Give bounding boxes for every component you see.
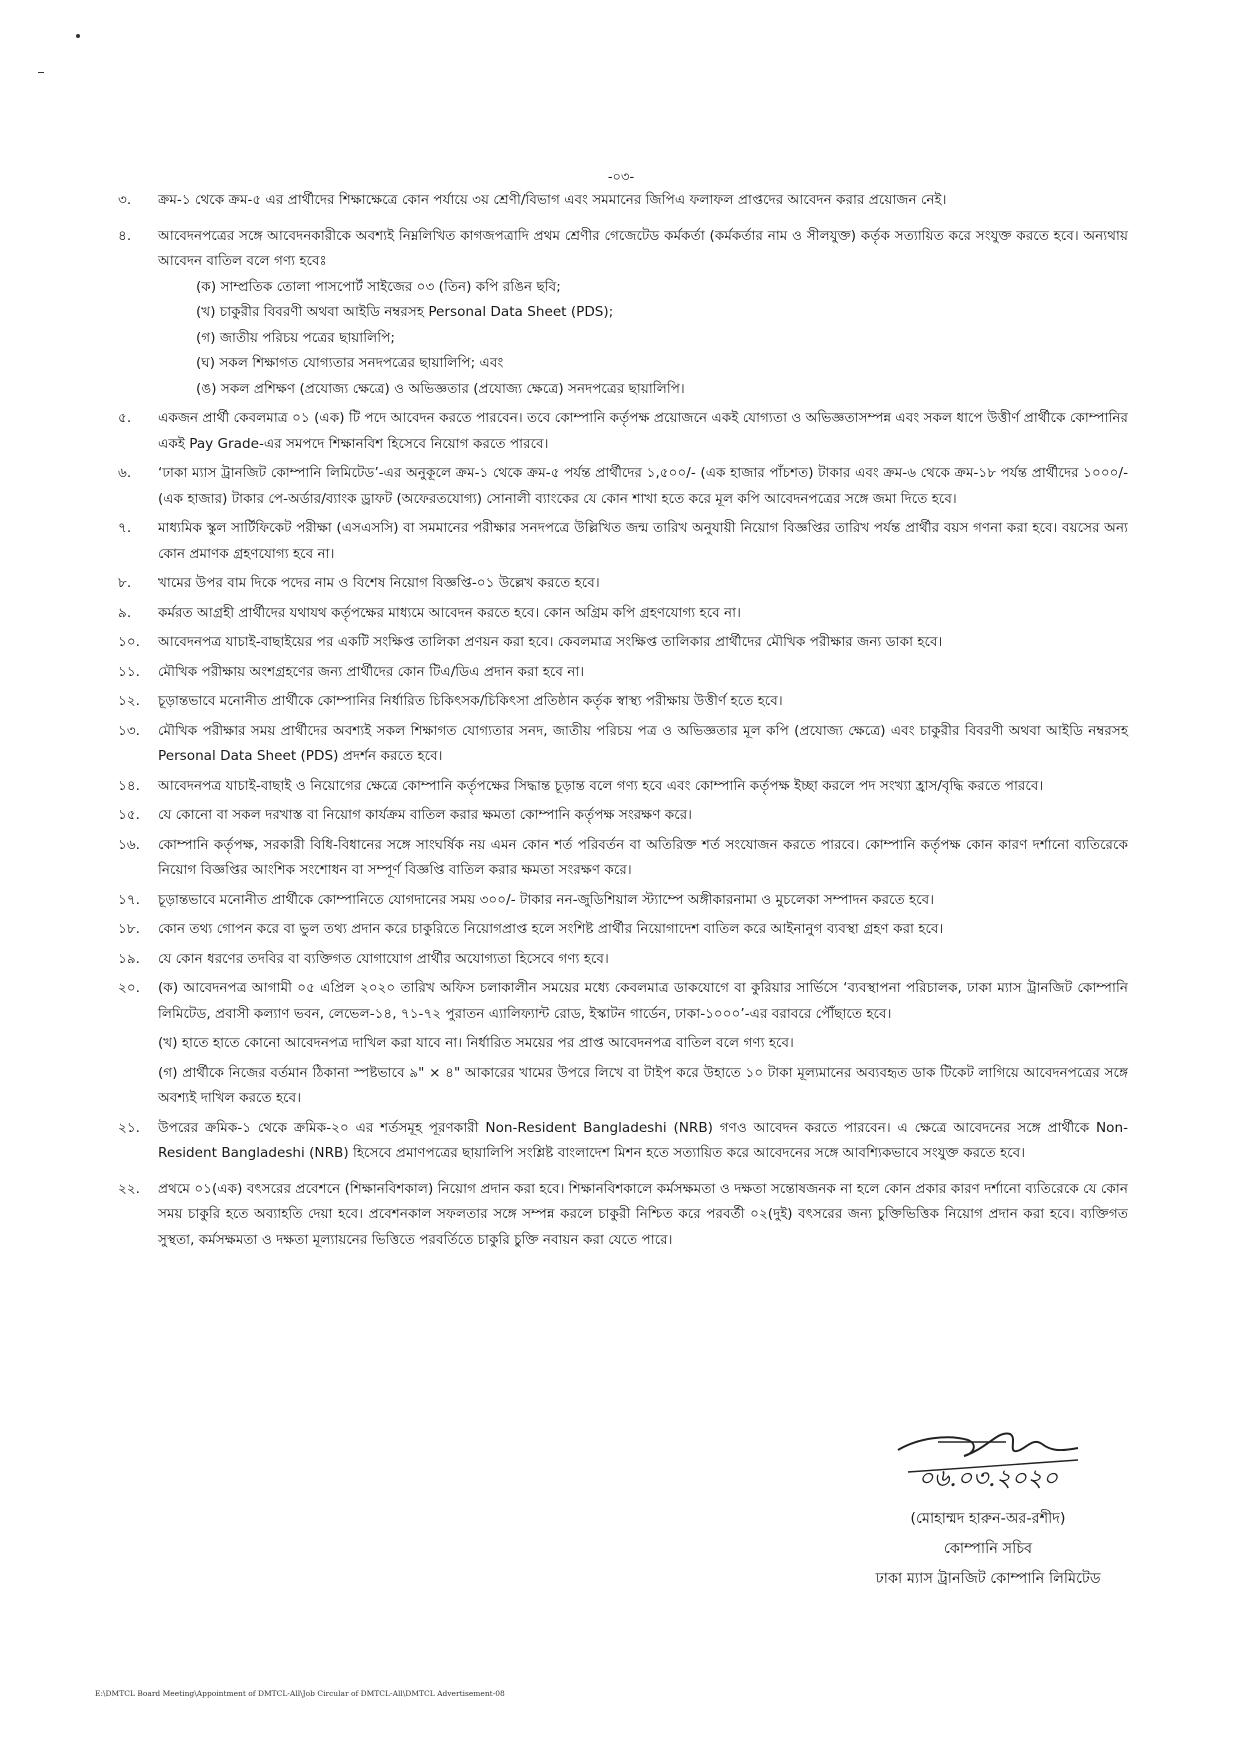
list-item: ৯. কর্মরত আগ্রহী প্রার্থীদের যথাযথ কর্তৃপক্ষের মাধ্যমে আবেদন করতে হবে। কোন অগ্রিম কপি গ্রহণযোগ্য হবে না। <box>118 604 741 621</box>
list-item: ৬. ‘ঢাকা ম্যাস ট্রানজিট কোম্পানি লিমিটেড’-এর অনুকূলে ক্রম-১ থেকে ক্রম-৫ পর্যন্ত প্রার্থীদের ১,৫০০/- (এক হাজার পাঁচশত) টাকার এবং ক্রম-৬ থেকে ক্রম-১৮ পর্যন্ত প্রার্থীদের ১০০০/- (এক হাজার) টাকার পে-অর্ডার/ব্যাংক ড্রাফট (অফেরতযোগ্য) সোনালী ব্যাংকের যে কোন শাখা হতে করে মূল কপি আবেদনপত্রের সঙ্গে জমা দিতে হবে। <box>118 465 1128 507</box>
list-item: (খ) হাতে হাতে কোনো আবেদনপত্র দাখিল করা যাবে না। নির্ধারিত সময়ের পর প্রাপ্ত আবেদনপত্র বাতিল বলে গণ্য হবে। <box>158 1035 794 1051</box>
sub-item: (ক) সাম্প্রতিক তোলা পাসপোর্ট সাইজের ০৩ (তিন) কপি রঙিন ছবি; <box>196 278 561 295</box>
terms-list <box>118 188 1128 1263</box>
file-path-footer: E:\DMTCL Board Meeting\Appointment of DMTCL-All\Job Circular of DMTCL-All\DMTCL Advertisement-08 <box>95 1689 505 1698</box>
sub-item: (ঙ) সকল প্রশিক্ষণ (প্রযোজ্য ক্ষেত্রে) ও অভিজ্ঞতার (প্রযোজ্য ক্ষেত্রে) সনদপত্রের ছায়ালিপি। <box>196 380 685 397</box>
signatory-organization: ঢাকা ম্যাস ট্রানজিট কোম্পানি লিমিটেড <box>875 1571 1101 1587</box>
list-item: ৭. মাধ্যমিক স্কুল সার্টিফিকেট পরীক্ষা (এসএসসি) বা সমমানের পরীক্ষার সনদপত্রে উল্লিখিত জন্ম তারিখ অনুযায়ী নিয়োগ বিজ্ঞপ্তির তারিখ পর্যন্ত প্রার্থীর বয়স গণনা করা হবে। বয়সের অন্য কোন প্রমাণক গ্রহণযোগ্য হবে না। <box>118 520 1128 562</box>
list-item: ৫. একজন প্রার্থী কেবলমাত্র ০১ (এক) টি পদে আবেদন করতে পারবেন। তবে কোম্পানি কর্তৃপক্ষ প্রয়োজনে একই যোগ্যতা ও অভিজ্ঞতাসম্পন্ন এবং সকল ধাপে উত্তীর্ণ প্রার্থীকে কোম্পানির একই Pay Grade-এর সমপদে শিক্ষানবিশ হিসেবে নিয়োগ করতে পারবে। <box>118 410 1128 452</box>
sub-item: (খ) চাকুরীর বিবরণী অথবা আইডি নম্বরসহ Personal Data Sheet (PDS); <box>196 304 614 320</box>
list-item: ১৬. কোম্পানি কর্তৃপক্ষ, সরকারী বিধি-বিধানের সঙ্গে সাংঘর্ষিক নয় এমন কোন শর্ত পরিবর্তন বা অতিরিক্ত শর্ত সংযোজন করতে পারবে। কোম্পানি কর্তৃপক্ষ কোন কারণ দর্শানো ব্যতিরেকে নিয়োগ বিজ্ঞপ্তির আংশিক সংশোধন বা সম্পূর্ণ বিজ্ঞপ্তি বাতিল করার ক্ষমতা সংরক্ষণ করে। <box>118 836 1129 878</box>
page-number: -০৩- <box>607 170 635 185</box>
scan-speck <box>38 72 44 73</box>
list-item: ৮. খামের উপর বাম দিকে পদের নাম ও বিশেষ নিয়োগ বিজ্ঞপ্তি-০১ উল্লেখ করতে হবে। <box>118 575 600 591</box>
signature-block <box>838 1420 1138 1594</box>
list-item: ২০. (ক) আবেদনপত্র আগামী ০৫ এপ্রিল ২০২০ তারিখ অফিস চলাকালীন সময়ের মধ্যে কেবলমাত্র ডাকযোগে বা কুরিয়ার সার্ভিসে ‘ব্যবস্থাপনা পরিচালক, ঢাকা ম্যাস ট্রানজিট কোম্পানি লিমিটেড, প্রবাসী কল্যাণ ভবন, লেভেল-১৪, ৭১-৭২ পুরাতন এ্যালিফ্যান্ট রোড, ইস্কাটন গার্ডেন, ঢাকা-১০০০’-এর বরাবরে পৌঁছাতে হবে। <box>118 980 1128 1022</box>
list-item: ১৫. যে কোনো বা সকল দরখাস্ত বা নিয়োগ কার্যক্রম বাতিল করার ক্ষমতা কোম্পানি কর্তৃপক্ষ সংরক্ষণ করে। <box>118 807 693 823</box>
list-item: ২২. প্রথমে ০১(এক) বৎসরের প্রবেশনে (শিক্ষানবিশকাল) নিয়োগ প্রদান করা হবে। শিক্ষানবিশকালে কর্মসক্ষমতা ও দক্ষতা সন্তোষজনক না হলে কোন প্রকার কারণ দর্শানো ব্যতিরেকে যে কোন সময় চাকুরি হতে অব্যাহতি দেয়া হবে। প্রবেশনকাল সফলতার সঙ্গে সম্পন্ন করলে চাকুরী নিশ্চিত করে পরবর্তী ০২(দুই) বৎসরের জন্য চুক্তিভিত্তিক নিয়োগ প্রদান করা হবে। ব্যক্তিগত সুস্থতা, কর্মসক্ষমতা ও দক্ষতা মূল্যায়নের ভিত্তিতে পরবর্তিতে চাকুরি চুক্তি নবায়ন করা যেতে পারে। <box>118 1180 1128 1248</box>
list-item: ৩. ক্রম-১ থেকে ক্রম-৫ এর প্রার্থীদের শিক্ষাক্ষেত্রে কোন পর্যায়ে ৩য় শ্রেণী/বিভাগ এবং সমমানের জিপিএ ফলাফল প্রাপ্তদের আবেদন করার প্রয়োজন নেই। <box>118 192 947 208</box>
list-item: ১০. আবেদনপত্র যাচাই-বাছাইয়ের পর একটি সংক্ষিপ্ত তালিকা প্রণয়ন করা হবে। কেবলমাত্র সংক্ষিপ্ত তালিকার প্রার্থীদের মৌখিক পরীক্ষার জন্য ডাকা হবে। <box>118 634 943 650</box>
sub-item: (গ) জাতীয় পরিচয় পত্রের ছায়ালিপি; <box>196 329 395 346</box>
list-item: ১৯. যে কোন ধরণের তদবির বা ব্যক্তিগত যোগাযোগ প্রার্থীর অযোগ্যতা হিসেবে গণ্য হবে। <box>118 950 609 967</box>
list-item: ১৩. মৌখিক পরীক্ষার সময় প্রার্থীদের অবশ্যই সকল শিক্ষাগত যোগ্যতার সনদ, জাতীয় পরিচয় পত্র ও অভিজ্ঞতার মূল কপি (প্রযোজ্য ক্ষেত্রে) এবং চাকুরীর বিবরণী অথবা আইডি নম্বরসহ Personal Data Sheet (PDS) প্রদর্শন করতে হবে। <box>118 722 1128 764</box>
sub-item: ২১. উপরের ক্রমিক-১ থেকে ক্রমিক-২০ এর শর্তসমূহ পূরণকারী Non-Resident Bangladeshi (NRB) গণও আবেদন করতে পারবেন। এ ক্ষেত্রে আবেদনের সঙ্গে প্রার্থীকে Non-Resident Bangladeshi (NRB) হিসেবে প্রমাণপত্রের ছায়ালিপি সংশ্লিষ্ট বাংলাদেশ মিশন হতে সত্যায়িত করে আবেদনের সঙ্গে আবশ্যিকভাবে সংযুক্ত করতে হবে। <box>118 1119 1128 1161</box>
list-item: ১৮. কোন তথ্য গোপন করে বা ভুল তথ্য প্রদান করে চাকুরিতে নিয়োগপ্রাপ্ত হলে সংশিষ্ট প্রার্থীর নিয়োগাদেশ বাতিল করে আইনানুগ ব্যবস্থা গ্রহণ করা হবে। <box>118 921 944 937</box>
scan-speck <box>76 34 80 38</box>
list-item: ১২. চূড়ান্তভাবে মনোনীত প্রার্থীকে কোম্পানির নির্ধারিত চিকিৎসক/চিকিৎসা প্রতিষ্ঠান কর্তৃক স্বাস্থ্য পরীক্ষায় উত্তীর্ণ হতে হবে। <box>118 693 783 709</box>
list-item: ১৭. চূড়ান্তভাবে মনোনীত প্রার্থীকে কোম্পানিতে যোগদানের সময় ৩০০/- টাকার নন-জুডিশিয়াল স্ট্যাম্পে অঙ্গীকারনামা ও মুচলেকা সম্পাদন করতে হবে। <box>118 891 935 908</box>
signatory-designation: কোম্পানি সচিব <box>943 1541 1033 1557</box>
signature-date: ০৬.০৩.২০২০ <box>918 1464 1059 1492</box>
list-item: ১১. মৌখিক পরীক্ষায় অংশগ্রহণের জন্য প্রার্থীদের কোন টিএ/ডিএ প্রদান করা হবে না। <box>118 663 585 680</box>
list-item: ১৪. আবেদনপত্র যাচাই-বাছাই ও নিয়োগের ক্ষেত্রে কোম্পানি কর্তৃপক্ষের সিদ্ধান্ত চূড়ান্ত বলে গণ্য হবে এবং কোম্পানি কর্তৃপক্ষ ইচ্ছা করলে পদ সংখ্যা হ্রাস/বৃদ্ধি করতে পারবে। <box>118 777 1044 794</box>
handwritten-signature <box>878 1420 1098 1500</box>
signatory-name: (মোহাম্মদ হারুন-অর-রশীদ) <box>910 1511 1066 1527</box>
list-item: ৪. আবেদনপত্রের সঙ্গে আবেদনকারীকে অবশ্যই নিম্নলিখিত কাগজপত্রাদি প্রথম শ্রেণীর গেজেটেড কর্মকর্তা (কর্মকর্তার নাম ও সীলযুক্ত) কর্তৃক সত্যায়িত করে সংযুক্ত করতে হবে। অন্যথায় আবেদন বাতিল বলে গণ্য হবেঃ <box>118 227 1128 269</box>
sub-item: (ঘ) সকল শিক্ষাগত যোগ্যতার সনদপত্রের ছায়ালিপি; এবং <box>196 355 504 371</box>
sub-item: (গ) প্রার্থীকে নিজের বর্তমান ঠিকানা স্পষ্টভাবে ৯" × ৪" আকারের খামের উপরে লিখে বা টাইপ করে উহাতে ১০ টাকা মূল্যমানের অব্যবহৃত ডাক টিকেট লাগিয়ে আবেদনপত্রের সঙ্গে অবশ্যই দাখিল করতে হবে। <box>158 1064 1128 1106</box>
